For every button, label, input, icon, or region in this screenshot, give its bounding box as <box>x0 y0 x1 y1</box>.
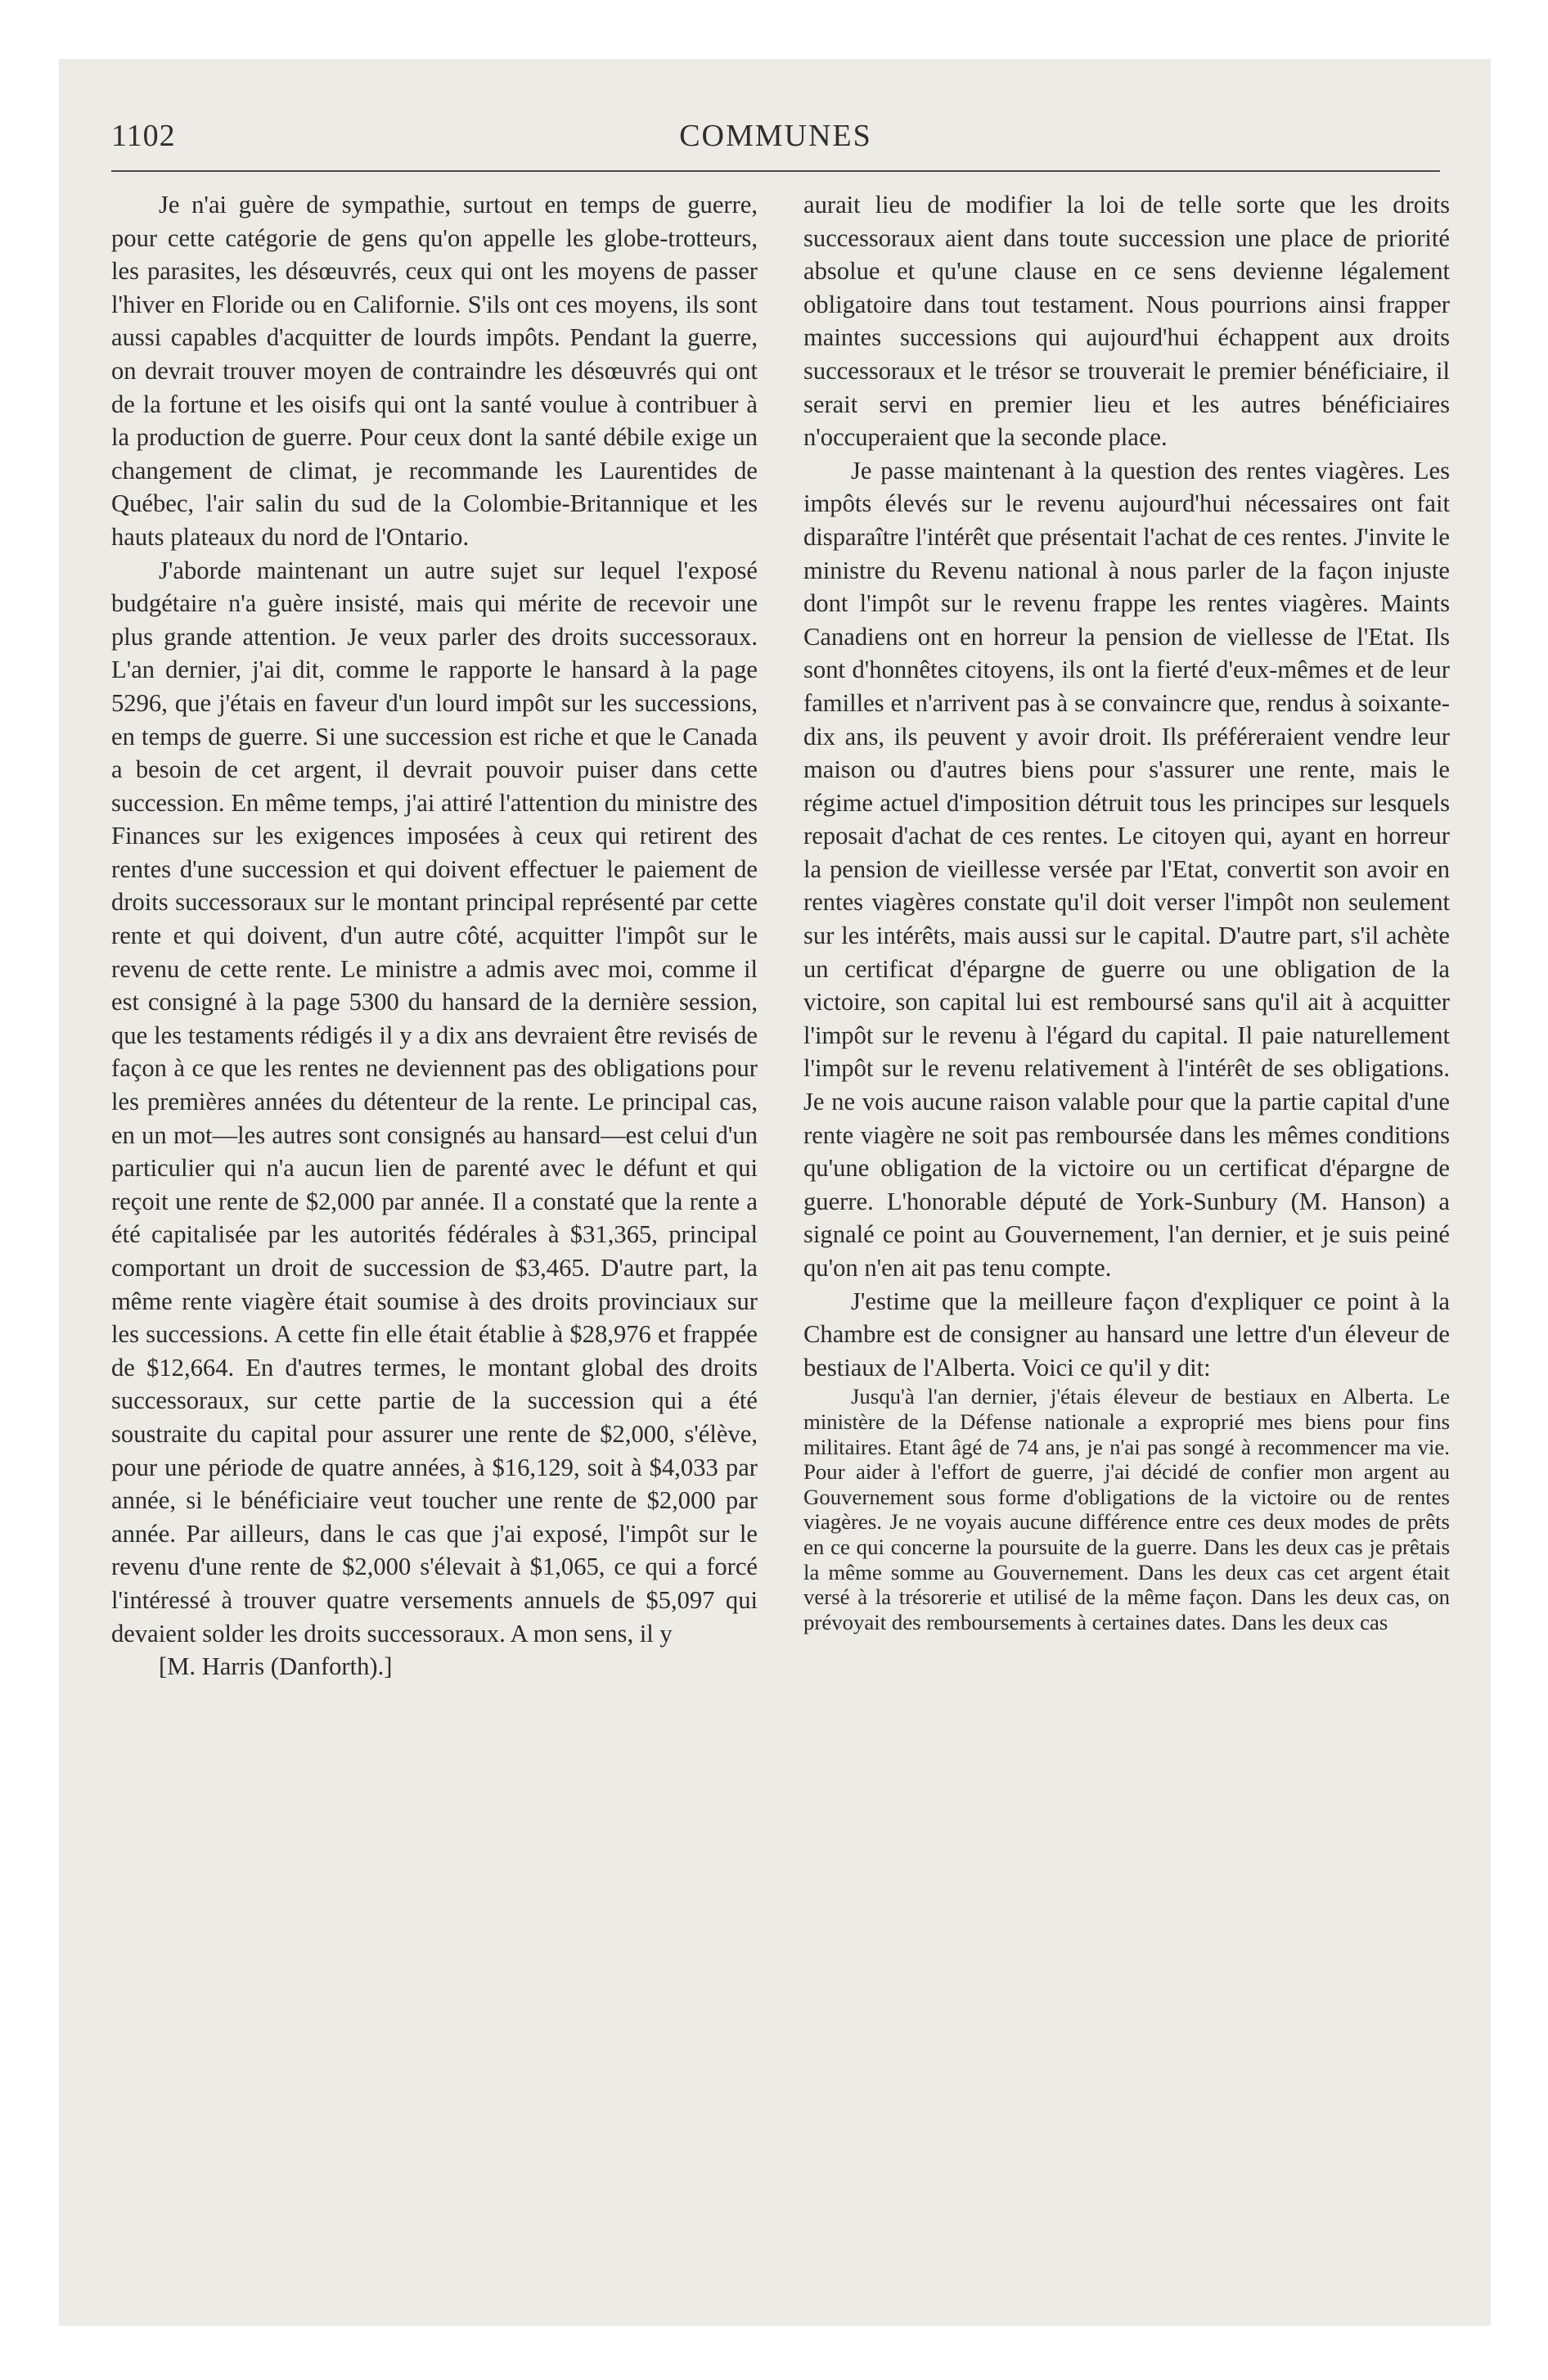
quoted-letter: Jusqu'à l'an dernier, j'étais éleveur de bestiaux en Alberta. Le ministère de la Défense nationale a exproprié mes biens pour fins militaires. Etant âgé de 74 ans, je n'ai pas songé à recommencer ma vie. Pour aider à l'effort de guerre, j'ai décidé de confier mon argent au Gouvernement sous forme d'obligations de la victoire ou de rentes viagères. Je ne voyais aucune différence entre ces deux modes de prêts en ce qui concerne la poursuite de la guerre. Dans les deux cas je prêtais la même somme au Gouvernement. Dans les deux cas cet argent était versé à la trésorerie et utilisé de la même façon. Dans les deux cas, on prévoyait des remboursements à certaines dates. Dans les deux cas <box>803 1384 1450 1634</box>
header-rule <box>111 170 1440 172</box>
body-paragraph: J'aborde maintenant un autre sujet sur lequel l'exposé budgétaire n'a guère insisté, mais qui mérite de recevoir une plus grande attention. Je veux parler des droits successoraux. L'an dernier, j'ai dit, comme le rapporte le hansard à la page 5296, que j'étais en faveur d'un lourd impôt sur les successions, en temps de guerre. Si une succession est riche et que le Canada a besoin de cet argent, il devrait pouvoir puiser dans cette succession. En même temps, j'ai attiré l'attention du ministre des Finances sur les exigences imposées à ceux qui retirent des rentes d'une succession et qui doivent effectuer le paiement de droits successoraux sur le montant principal représenté par cette rente et qui doivent, d'un autre côté, acquitter l'impôt sur le revenu de cette rente. Le ministre a admis avec moi, comme il est consigné à la page 5300 du hansard de la dernière session, que les testaments rédigés il y a dix ans devraient être revisés de façon à ce que les rentes ne deviennent pas des obligations pour les premières années du détenteur de la rente. Le principal cas, en un mot—les autres sont consignés au hansard—est celui d'un particulier qui n'a aucun lien de parenté avec le défunt et qui reçoit une rente de $2,000 par année. Il a constaté que la rente a été capitalisée par les autorités fédérales à $31,365, principal comportant un droit de succession de $3,465. D'autre part, la même rente viagère était soumise à des droits provinciaux sur les successions. A cette fin elle était établie à $28,976 et frappée de $12,664. En d'autres termes, le montant global des droits successoraux, sur cette partie de la succession qui a été soustraite du capital pour assurer une rente de $2,000, s'élève, pour une période de quatre années, à $16,129, soit à $4,033 par année, si le bénéficiaire veut toucher une rente de $2,000 par année. Par ailleurs, dans le cas que j'ai exposé, l'impôt sur le revenu d'une rente de $2,000 s'élevait à $1,065, ce qui a forcé l'intéressé à trouver quatre versements annuels de $5,097 qui devaient solder les droits successoraux. A mon sens, il y <box>111 556 758 1648</box>
right-column <box>803 188 1450 1634</box>
speaker-attribution: [M. Harris (Danforth).] <box>159 1652 393 1681</box>
page-number: 1102 <box>111 119 176 153</box>
continued-paragraph: aurait lieu de modifier la loi de telle sorte que les droits successoraux aient dans toute succession une place de priorité absolue et qu'une clause en ce sens devienne légalement obligatoire dans tout testament. Nous pourrions ainsi frapper maintes successions qui aujourd'hui échappent aux droits successoraux et le trésor se trouverait le premier bénéficiaire, il serait servi en premier lieu et les autres bénéficiaires n'occuperaient que la seconde place. <box>803 191 1450 452</box>
left-column <box>111 188 758 1684</box>
body-paragraph: Je n'ai guère de sympathie, surtout en temps de guerre, pour cette catégorie de gens qu'on appelle les globe-trotteurs, les parasites, les désœuvrés, ceux qui ont les moyens de passer l'hiver en Floride ou en Californie. S'ils ont ces moyens, ils sont aussi capables d'acquitter de lourds impôts. Pendant la guerre, on devrait trouver moyen de contraindre les désœuvrés qui ont de la fortune et les oisifs qui ont la santé voulue à contribuer à la production de guerre. Pour ceux dont la santé débile exige un changement de climat, je recommande les Laurentides de Québec, l'air salin du sud de la Colombie-Britannique et les hauts plateaux du nord de l'Ontario. <box>111 191 758 551</box>
body-paragraph: Je passe maintenant à la question des rentes viagères. Les impôts élevés sur le revenu aujourd'hui nécessaires ont fait disparaître l'intérêt que présentait l'achat de ces rentes. J'invite le ministre du Revenu national à nous parler de la façon injuste dont l'impôt sur le revenu frappe les rentes viagères. Maints Canadiens ont en horreur la pension de viellesse de l'Etat. Ils sont d'honnêtes citoyens, ils ont la fierté d'eux-mêmes et de leur familles et n'arrivent pas à se convaincre que, rendus à soixante-dix ans, ils peuvent y avoir droit. Ils préféreraient vendre leur maison ou d'autres biens pour s'assurer une rente, mais le régime actuel d'imposition détruit tous les principes sur lesquels reposait d'achat de ces rentes. Le citoyen qui, ayant en horreur la pension de vieillesse versée par l'Etat, convertit son avoir en rentes viagères constate qu'il doit verser l'impôt non seulement sur les intérêts, mais aussi sur le capital. D'autre part, s'il achète un certificat d'épargne de guerre ou une obligation de la victoire, son capital lui est remboursé sans qu'il ait à acquitter l'impôt sur le revenu à l'égard du capital. Il paie naturellement l'impôt sur le revenu relativement à l'intérêt de ses obligations. Je ne vois aucune raison valable pour que la partie capital d'une rente viagère ne soit pas remboursée dans les mêmes conditions qu'une obligation de la victoire ou un certificat d'épargne de guerre. L'honorable député de York-Sunbury (M. Hanson) a signalé ce point au Gouvernement, l'an dernier, et je suis peiné qu'on n'en ait pas tenu compte. <box>803 456 1450 1282</box>
running-head: COMMUNES <box>679 119 872 153</box>
body-paragraph: J'estime que la meilleure façon d'expliquer ce point à la Chambre est de consigner au hansard une lettre d'un éleveur de bestiaux de l'Alberta. Voici ce qu'il y dit: <box>803 1287 1450 1382</box>
page-header <box>111 118 1440 164</box>
